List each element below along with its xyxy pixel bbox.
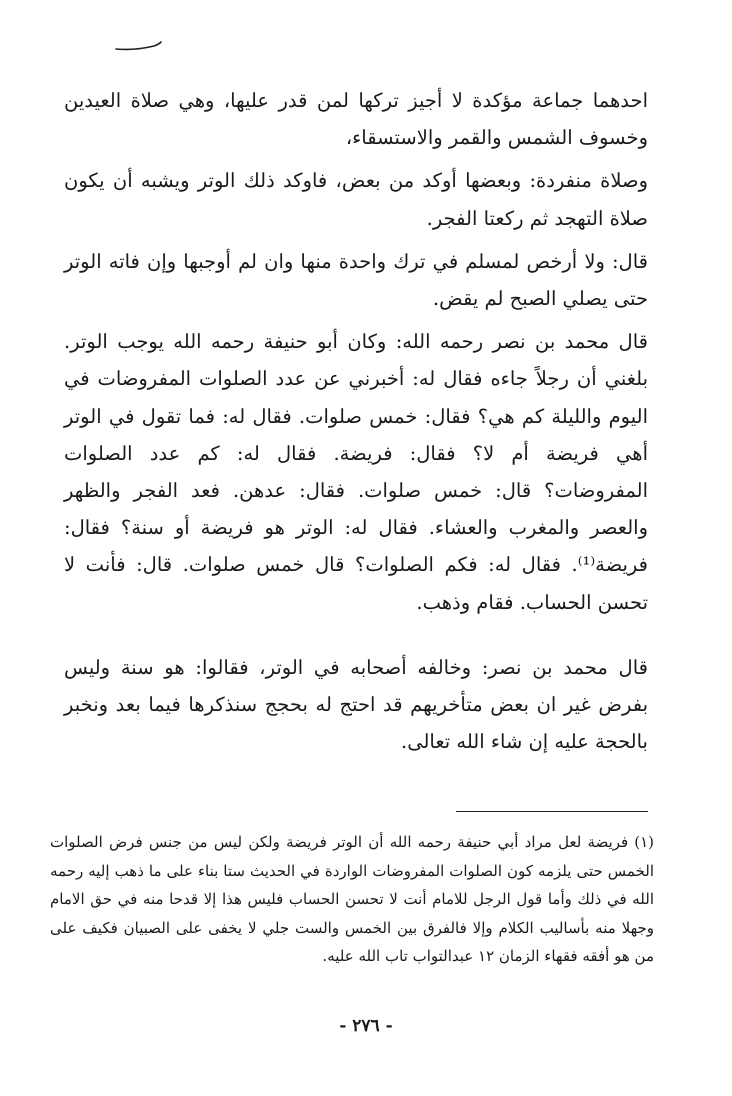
paragraph-4: قال محمد بن نصر رحمه الله: وكان أبو حنيفة رحمه الله يوجب الوتر. بلغني أن رجلاً جاءه فقال له: أخبرني عن عدد الصلوات المفروضات في اليوم والليلة كم هي؟ فقال: خمس صلوات. فقال له: فما تقول في الوتر أهي فريضة أم لا؟ فقال: فريضة. فقال له: كم عدد الصلوات المفروضات؟ قال: خمس صلوات. فقال: عدهن. فعد الفجر والظهر والعصر والمغرب والعشاء. فقال له: الوتر هو فريضة أو سنة؟ فقال: فريضة⁽¹⁾. فقال له: فكم الصلوات؟ قال خمس صلوات. قال: فأنت لا تحسن الحساب. فقام وذهب. <box>64 330 648 614</box>
footnote-text: فريضة لعل مراد أبي حنيفة رحمه الله أن الوتر فريضة ولكن ليس من جنس فرض الصلوات الخمس حتى يلزمه كون الصلوات المفروضات الواردة في الحديث ستا بناء على ما ذهب إليه رحمه الله في ذلك وأما قول الرجل للامام أنت لا تحسن الحساب فليس هذا إلا قدحا منه في حق الامام وجهلا منه بأساليب الكلام وإلا فالفرق بين الخمس والست جلي لا يخفى على الصبيان فكيف على من هو أفقه فقهاء الزمان ١٢ عبدالتواب تاب الله عليه. <box>50 833 654 966</box>
footnote-number: (١) <box>634 833 654 851</box>
page-number: - ٢٧٦ - <box>339 1016 393 1036</box>
paragraph-5: قال محمد بن نصر: وخالفه أصحابه في الوتر، فقالوا: هو سنة وليس بفرض غير ان بعض متأخريهم قد احتج له بحجج سنذكرها فيما بعد ونخبر بالحجة عليه إن شاء الله تعالى. <box>64 655 648 754</box>
paragraph-3: قال: ولا أرخص لمسلم في ترك واحدة منها وان لم أوجبها وإن فاته الوتر حتى يصلي الصبح لم يقض. <box>64 249 648 311</box>
header-flourish-mark <box>114 40 162 54</box>
main-text <box>64 82 648 760</box>
footnote-1 <box>50 828 654 971</box>
paragraph-2: وصلاة منفردة: وبعضها أوكد من بعض، فاوكد ذلك الوتر ويشبه أن يكون صلاة التهجد ثم ركعتا الفجر. <box>64 169 648 230</box>
footnote-separator <box>456 811 648 812</box>
footnotes <box>50 828 654 971</box>
paragraph-1: احدهما جماعة مؤكدة لا أجيز تركها لمن قدر عليها، وهي صلاة العيدين وخسوف الشمس والقمر والاستسقاء، <box>64 89 648 150</box>
